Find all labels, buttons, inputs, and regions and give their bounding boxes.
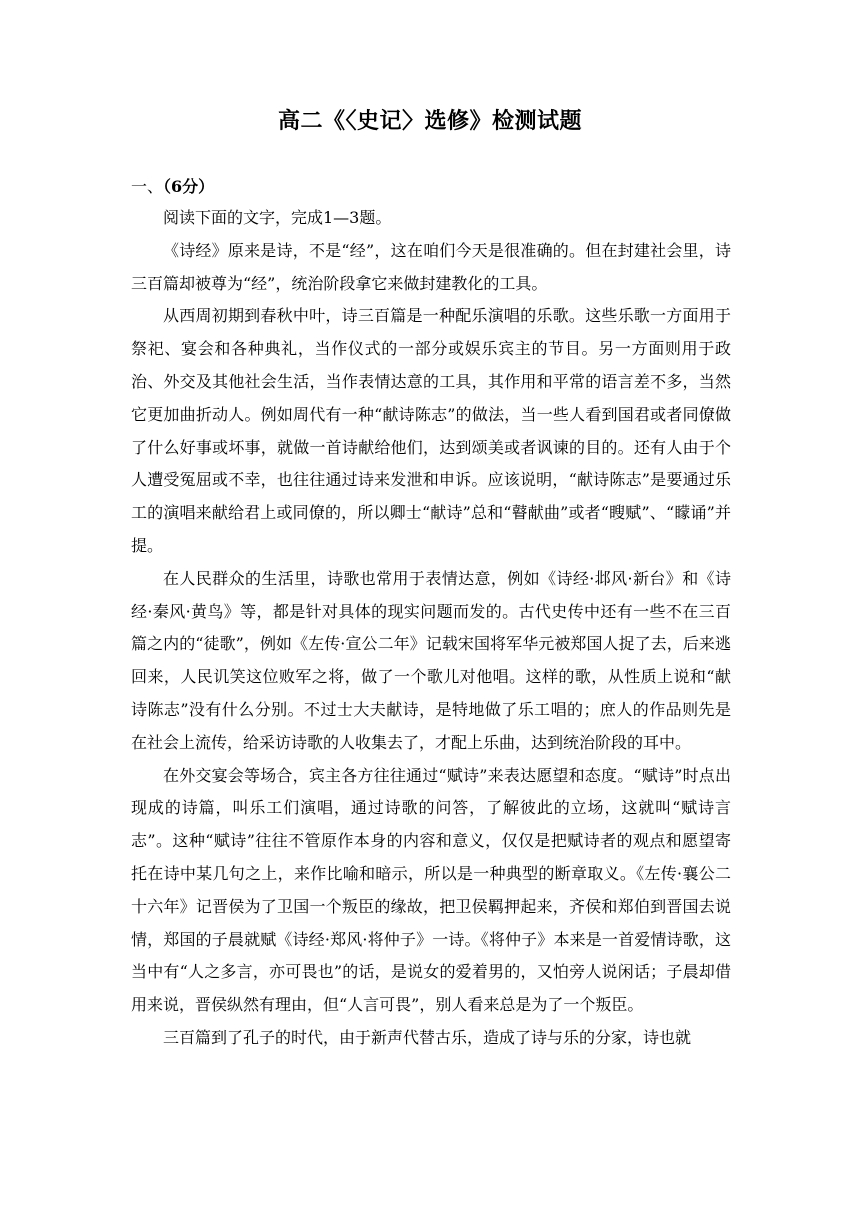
section-heading — [131, 175, 214, 199]
body-paragraph: 在外交宴会等场合，宾主各方往往通过“赋诗”来表达愿望和态度。“赋诗”时点出现成的诗篇，叫乐工们演唱，通过诗歌的问答，了解彼此的立场，这就叫“赋诗言志”。这种“赋诗”往往不管原作本身的内容和意义，仅仅是把赋诗者的观点和愿望寄托在诗中某几句之上，来作比喻和暗示，所以是一种典型的断章取义。《左传·襄公二十六年》记晋侯为了卫国一个叛臣的缘故，把卫侯羁押起来，齐侯和郑伯到晋国去说情，郑国的子晨就赋《诗经·郑风·将仲子》一诗。《将仲子》本来是一首爱情诗歌，这当中有“人之多言，亦可畏也”的话，是说女的爱着男的，又怕旁人说闲话；子晨却借用来说，晋侯纵然有理由，但“人言可畏”，别人看来总是为了一个叛臣。 — [131, 765, 731, 1015]
section-score: （6分） — [163, 177, 215, 196]
instruction-paragraph: 阅读下面的文字，完成1—3题。 — [163, 208, 392, 227]
section-number: 一、 — [131, 177, 164, 196]
body-paragraph: 在人民群众的生活里，诗歌也常用于表情达意，例如《诗经·邶风·新台》和《诗经·秦风·黄鸟》等，都是针对具体的现实问题而发的。古代史传中还有一些不在三百篇之内的“徒歌”，例如《左传·宣公二年》记载宋国将军华元被郑国人捉了去，后来逃回来，人民讥笑这位败军之将，做了一个歌儿对他唱。这样的歌，从性质上说和“献诗陈志”没有什么分别。不过士大夫献诗，是特地做了乐工唱的；庶人的作品则先是在社会上流传，给采访诗歌的人收集去了，才配上乐曲，达到统治阶段的耳中。 — [131, 568, 731, 752]
body-paragraph: 《诗经》原来是诗，不是“经”，这在咱们今天是很准确的。但在封建社会里，诗三百篇却被尊为“经”，统治阶段拿它来做封建教化的工具。 — [131, 240, 731, 293]
body-paragraph: 从西周初期到春秋中叶，诗三百篇是一种配乐演唱的乐歌。这些乐歌一方面用于祭祀、宴会和各种典礼，当作仪式的一部分或娱乐宾主的节目。另一方面则用于政治、外交及其他社会生活，当作表情达意的工具，其作用和平常的语言差不多，当然它更加曲折动人。例如周代有一种“献诗陈志”的做法，当一些人看到国君或者同僚做了什么好事或坏事，就做一首诗献给他们，达到颂美或者讽谏的目的。还有人由于个人遭受冤屈或不幸，也往往通过诗来发泄和申诉。应该说明，“献诗陈志”是要通过乐工的演唱来献给君上或同僚的，所以卿士“献诗”总和“瞽献曲”或者“瞍赋”、“矇诵”并提。 — [131, 306, 731, 555]
body-paragraph: 三百篇到了孔子的时代，由于新声代替古乐，造成了诗与乐的分家，诗也就 — [163, 1027, 692, 1047]
article-body — [131, 202, 731, 1055]
page-title: 高二《〈史记〉选修》检测试题 — [277, 109, 582, 134]
